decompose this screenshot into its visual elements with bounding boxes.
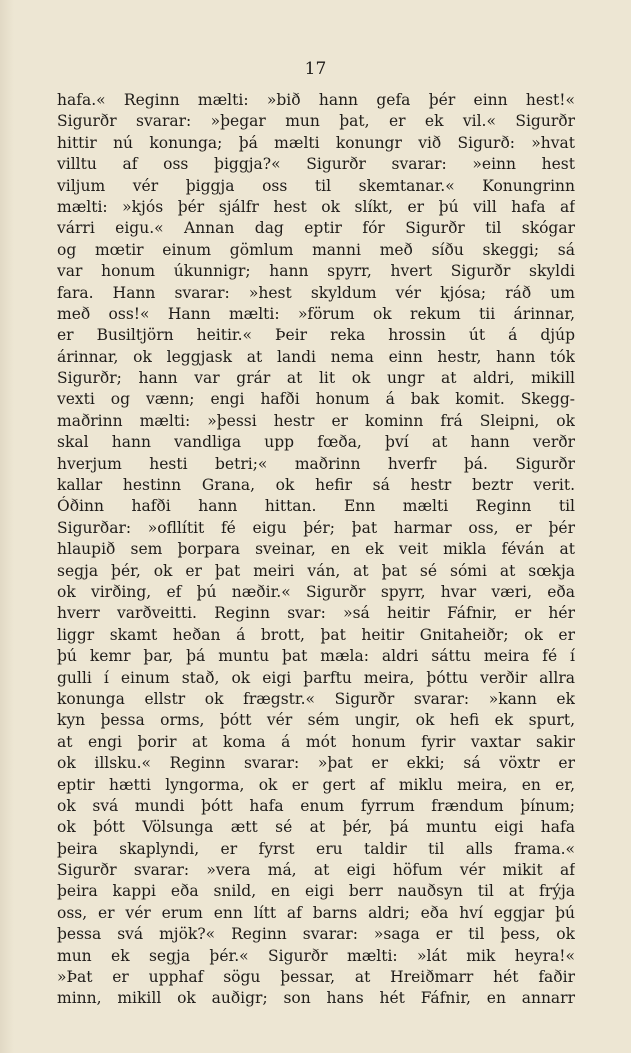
text-line: várri eigu.« Annan dag eptir fór Sigurðr til skógar <box>57 219 575 238</box>
text-line: konunga ellstr ok frægstr.« Sigurðr svarar: »kann ek <box>57 689 575 708</box>
text-line: oss, er vér erum enn lítt af barns aldri; eða hví eggjar þú <box>57 903 575 922</box>
page-number: 17 <box>304 59 327 79</box>
text-line: hverr varðveitti. Reginn svar: »sá heitir Fáfnir, er hér <box>57 604 575 623</box>
text-line: kyn þessa orms, þótt vér sém ungir, ok hefi ek spurt, <box>57 711 575 730</box>
text-line: ok virðing, ef þú næðir.« Sigurðr spyrr, hvar væri, eða <box>57 582 575 601</box>
text-line: er Busiltjörn heitir.« Þeir reka hrossin út á djúp <box>57 326 575 345</box>
text-line: með oss!« Hann mælti: »förum ok rekum tii árinnar, <box>57 304 575 323</box>
text-line: þú kemr þar, þá muntu þat mæla: aldri sáttu meira fé í <box>57 647 575 666</box>
text-line: at engi þorir at koma á mót honum fyrir vaxtar sakir <box>57 732 575 751</box>
text-line: hverjum hesti betri;« maðrinn hverfr þá. Sigurðr <box>57 454 575 473</box>
text-line: Sigurðr; hann var grár at lit ok ungr at aldri, mikill <box>57 369 575 388</box>
text-line: Óðinn hafði hann hittan. Enn mælti Reginn til <box>57 497 575 516</box>
text-line: var honum úkunnigr; hann spyrr, hvert Sigurðr skyldi <box>57 262 575 281</box>
text-line: villtu af oss þiggja?« Sigurðr svarar: »einn hest <box>57 155 575 174</box>
text-line: Sigurðr svarar: »vera má, at eigi höfum vér mikit af <box>57 861 575 880</box>
text-line: eptir hætti lyngorma, ok er gert af miklu meira, en er, <box>57 775 575 794</box>
text-line: liggr skamt heðan á brott, þat heitir Gnitaheiðr; ok er <box>57 625 575 644</box>
text-line: Sigurðr svarar: »þegar mun þat, er ek vil.« Sigurðr <box>57 112 575 131</box>
text-line: hittir nú konunga; þá mælti konungr við Sigurð: »hvat <box>57 133 575 152</box>
text-line: ok svá mundi þótt hafa enum fyrrum frændum þínum; <box>57 796 575 815</box>
text-line: þeira skaplyndi, er fyrst eru taldir til alls frama.« <box>57 839 575 858</box>
text-line: ok illsku.« Reginn svarar: »þat er ekki; sá vöxtr er <box>57 754 575 773</box>
text-line: skal hann vandliga upp fœða, því at hann verðr <box>57 433 575 452</box>
text-line: hafa.« Reginn mælti: »bið hann gefa þér einn hest!« <box>57 91 575 109</box>
text-line: fara. Hann svarar: »hest skyldum vér kjósa; ráð um <box>57 283 575 302</box>
text-line: mælti: »kjós þér sjálfr hest ok slíkt, er þú vill hafa af <box>57 197 575 216</box>
text-line: viljum vér þiggja oss til skemtanar.« Konungrinn <box>57 176 575 195</box>
text-line: mun ek segja þér.« Sigurðr mælti: »lát mik heyra!« <box>57 946 575 965</box>
text-line: hlaupið sem þorpara sveinar, en ek veit mikla féván at <box>57 540 575 559</box>
text-line: þeira kappi eða snild, en eigi berr nauðsyn til at frýja <box>57 882 575 901</box>
text-line: gulli í einum stað, ok eigi þarftu meira, þóttu verðir allra <box>57 668 575 687</box>
body-text <box>57 90 575 1010</box>
text-line: árinnar, ok leggjask at landi nema einn hestr, hann tók <box>57 347 575 366</box>
text-line: og mœtir einum gömlum manni með síðu skeggi; sá <box>57 240 575 259</box>
text-line: þessa svá mjök?« Reginn svarar: »saga er til þess, ok <box>57 925 575 944</box>
text-line: ok þótt Völsunga ætt sé at þér, þá muntu eigi hafa <box>57 818 575 837</box>
text-line: »Þat er upphaf sögu þessar, at Hreiðmarr hét faðir <box>57 968 575 987</box>
text-line: vexti og vænn; engi hafði honum á bak komit. Skegg- <box>57 390 575 409</box>
text-line: segja þér, ok er þat meiri ván, at þat sé sómi at sœkja <box>57 561 575 580</box>
text-line: kallar hestinn Grana, ok hefir sá hestr beztr verit. <box>57 476 575 495</box>
text-line: Sigurðar: »ofllítit fé eigu þér; þat harmar oss, er þér <box>57 518 575 537</box>
text-line: minn, mikill ok auðigr; son hans hét Fáfnir, en annarr <box>57 989 575 1008</box>
text-line: maðrinn mælti: »þessi hestr er kominn frá Sleipni, ok <box>57 411 575 430</box>
